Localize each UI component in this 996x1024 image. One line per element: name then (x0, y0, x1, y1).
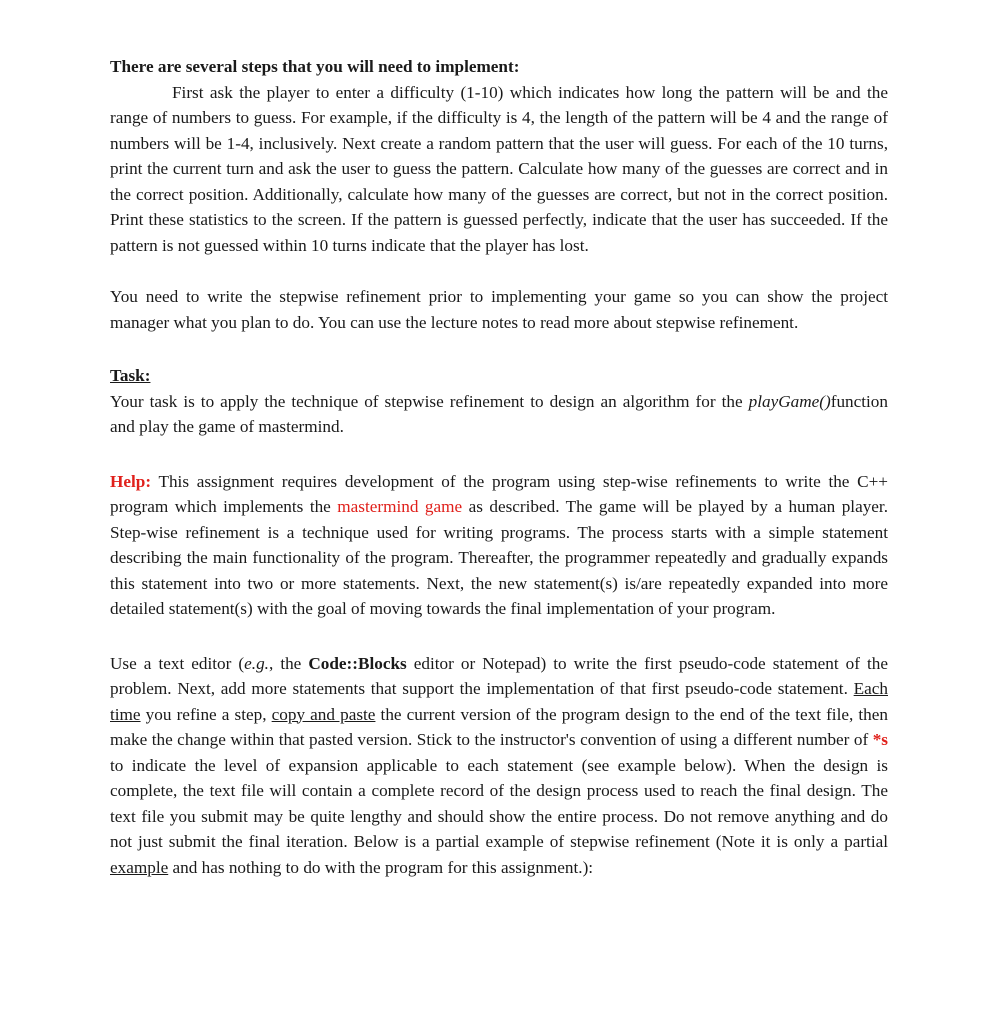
editor-eg: e.g. (244, 653, 269, 673)
help-label: Help: (110, 471, 152, 491)
editor-text-3: editor or Notepad) to write the first pseudo-code statement of the problem. Next, add more statements that support the implementation of that first pseudo-code statement. (110, 653, 888, 698)
stars-highlight: *s (872, 730, 888, 749)
each-time-underlined: Each time (110, 679, 888, 724)
copy-paste-underlined: copy and paste (271, 704, 376, 724)
task-function-name: playGame() (748, 391, 831, 411)
help-text-2: as described. The game will be played by a human player. Step-wise refinement is a technique used for writing programs. The process starts with a simple statement describing the main functionality of the program. Thereafter, the programmer repeatedly and gradually expands this statement into two or more statements. Next, the new statement(s) is/are repeatedly expanded into more detailed statement(s) with the goal of moving towards the final implementation of your program. (110, 497, 888, 618)
codeblocks-name: Code::Blocks (308, 653, 407, 673)
task-text-before: Your task is to apply the technique of stepwise refinement to design an algorithm for the (110, 391, 749, 411)
steps-heading: There are several steps that you will need to implement: (110, 57, 520, 76)
editor-instructions-paragraph (110, 651, 888, 881)
mastermind-game-highlight: mastermind game (337, 497, 463, 516)
stepwise-intro-paragraph: You need to write the stepwise refinement prior to implementing your game so you can show the project manager what you plan to do. You can use the lecture notes to read more about stepwise refinement. (110, 287, 888, 332)
editor-text-1: Use a text editor ( (110, 653, 245, 673)
task-paragraph (110, 389, 888, 440)
editor-text-5: the current version of the program design to the end of the text file, then make the change within that pasted version. Stick to the instructor's convention of using a different number of (110, 704, 888, 749)
editor-text-4: you refine a step, (140, 704, 272, 724)
example-underlined: example (110, 857, 169, 877)
document-page (110, 54, 888, 880)
editor-text-6: to indicate the level of expansion applicable to each statement (see example below). When the design is complete, the text file will contain a complete record of the design process used to reach the final design. The text file you submit may be quite lengthy and should show the entire process. Do not remove anything and do not just submit the final iteration. Below is a partial example of stepwise refinement (Note it is only a partial (110, 755, 888, 851)
help-paragraph (110, 469, 888, 622)
help-text-1: This assignment requires development of the program using step-wise refinements to write the C++ program which implements the (110, 471, 888, 516)
task-text-after: function and play the game of mastermind. (110, 391, 888, 436)
task-heading: Task: (110, 366, 151, 385)
editor-text-7: and has nothing to do with the program for this assignment.): (168, 857, 594, 877)
editor-text-2: , the (268, 653, 309, 673)
steps-paragraph: First ask the player to enter a difficulty (1-10) which indicates how long the pattern will be and the range of numbers to guess. For example, if the difficulty is 4, the length of the pattern will be 4 and the range of numbers will be 1-4, inclusively. Next create a random pattern that the user will guess. For each of the 10 turns, print the current turn and ask the user to guess the pattern. Calculate how many of the guesses are correct and in the correct position. Additionally, calculate how many of the guesses are correct, but not in the correct position. Print these statistics to the screen. If the pattern is guessed perfectly, indicate that the user has succeeded. If the pattern is not guessed within 10 turns indicate that the player has lost. (110, 82, 888, 255)
